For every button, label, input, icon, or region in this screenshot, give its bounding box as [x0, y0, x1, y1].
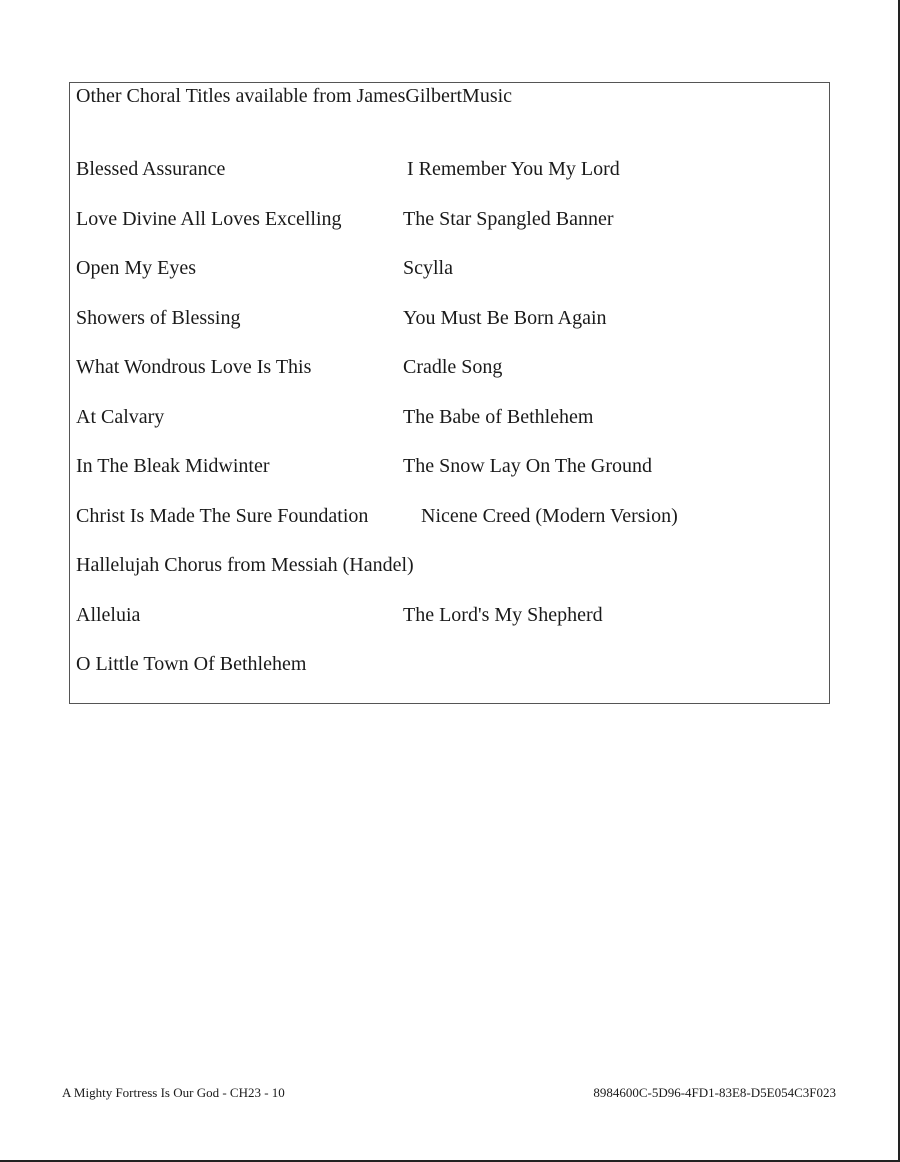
choral-titles-box — [69, 82, 830, 704]
footer-id: 8984600C-5D96-4FD1-83E8-D5E054C3F023 — [593, 1085, 836, 1100]
title-item: At Calvary — [76, 406, 165, 428]
title-item: O Little Town Of Bethlehem — [76, 653, 307, 675]
title-item: The Star Spangled Banner — [403, 208, 614, 230]
title-item: Blessed Assurance — [76, 158, 226, 180]
title-item: Open My Eyes — [76, 257, 196, 279]
title-item: Love Divine All Loves Excelling — [76, 208, 342, 230]
title-item: What Wondrous Love Is This — [76, 356, 312, 378]
box-heading: Other Choral Titles available from JamesGilbertMusic — [76, 85, 513, 107]
title-item: Showers of Blessing — [76, 307, 241, 329]
title-item: Nicene Creed (Modern Version) — [421, 505, 678, 527]
title-item: Christ Is Made The Sure Foundation — [76, 505, 369, 527]
title-item: I Remember You My Lord — [407, 158, 620, 180]
title-item: Cradle Song — [403, 356, 503, 378]
title-item: Scylla — [403, 257, 453, 279]
title-item: The Snow Lay On The Ground — [403, 455, 653, 477]
title-item: The Lord's My Shepherd — [403, 604, 603, 626]
title-item: In The Bleak Midwinter — [76, 455, 270, 477]
title-item: Hallelujah Chorus from Messiah (Handel) — [76, 554, 414, 576]
footer-title: A Mighty Fortress Is Our God - CH23 - 10 — [62, 1085, 285, 1100]
title-item: The Babe of Bethlehem — [403, 406, 594, 428]
title-item: Alleluia — [76, 604, 141, 626]
title-item: You Must Be Born Again — [403, 307, 607, 329]
